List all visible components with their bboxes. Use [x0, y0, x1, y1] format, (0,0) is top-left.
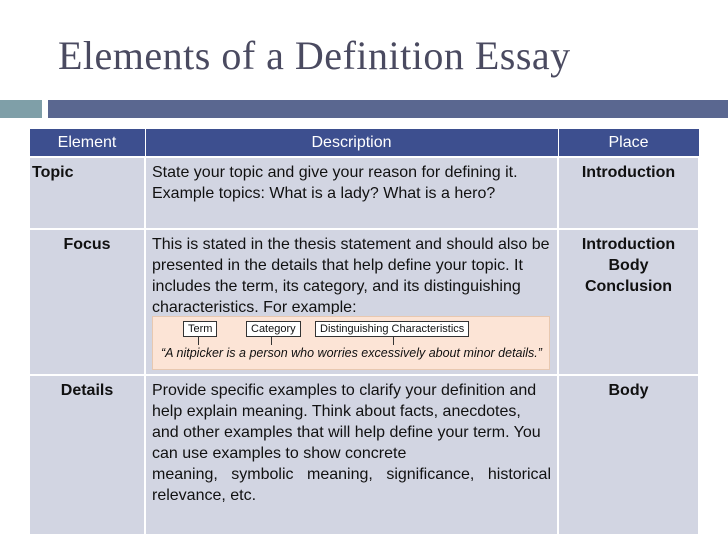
elements-table — [28, 128, 698, 536]
accent-bar-right — [48, 100, 728, 118]
element-cell: Focus — [29, 229, 145, 375]
description-line: Example topics: What is a lady? What is a hero? — [152, 185, 496, 202]
place-line: Body — [608, 382, 649, 399]
table-row-focus — [29, 229, 699, 375]
description-text: This is stated in the thesis statement and should also be presented in the details that help define your topic. It includes the term, its category, and its distinguishing characteristics. For example: — [152, 236, 550, 314]
description-line: Provide specific examples to clarify your definition and help explain meaning. Think about facts, anecdotes, and other examples that will help define your term. You can use examples to show concrete — [152, 382, 541, 462]
characteristics-label: Distinguishing Characteristics — [315, 321, 469, 337]
description-cell — [145, 229, 558, 375]
element-cell: Topic — [29, 157, 145, 229]
table-header-row — [29, 129, 699, 158]
description-line: meaning, symbolic meaning, significance, historical relevance, etc. — [152, 466, 551, 504]
place-line: Introduction — [581, 164, 676, 181]
accent-bar-left — [0, 100, 42, 118]
place-cell — [558, 375, 699, 535]
example-diagram — [152, 316, 550, 370]
place-line: Introduction — [581, 236, 676, 253]
category-label: Category — [246, 321, 301, 337]
header-place: Place — [558, 129, 699, 158]
place-cell — [558, 229, 699, 375]
description-cell — [145, 157, 558, 229]
place-line: Body — [608, 257, 649, 274]
place-cell — [558, 157, 699, 229]
element-cell: Details — [29, 375, 145, 535]
place-line: Conclusion — [584, 278, 673, 295]
slide-title: Elements of a Definition Essay — [58, 33, 571, 78]
table-row-topic — [29, 157, 699, 229]
header-description: Description — [145, 129, 558, 158]
description-line: State your topic and give your reason for defining it. — [152, 164, 518, 181]
example-quote: “A nitpicker is a person who worries excessively about minor details.” — [161, 346, 542, 360]
header-element: Element — [29, 129, 145, 158]
description-cell — [145, 375, 558, 535]
term-label: Term — [183, 321, 217, 337]
table-row-details — [29, 375, 699, 535]
